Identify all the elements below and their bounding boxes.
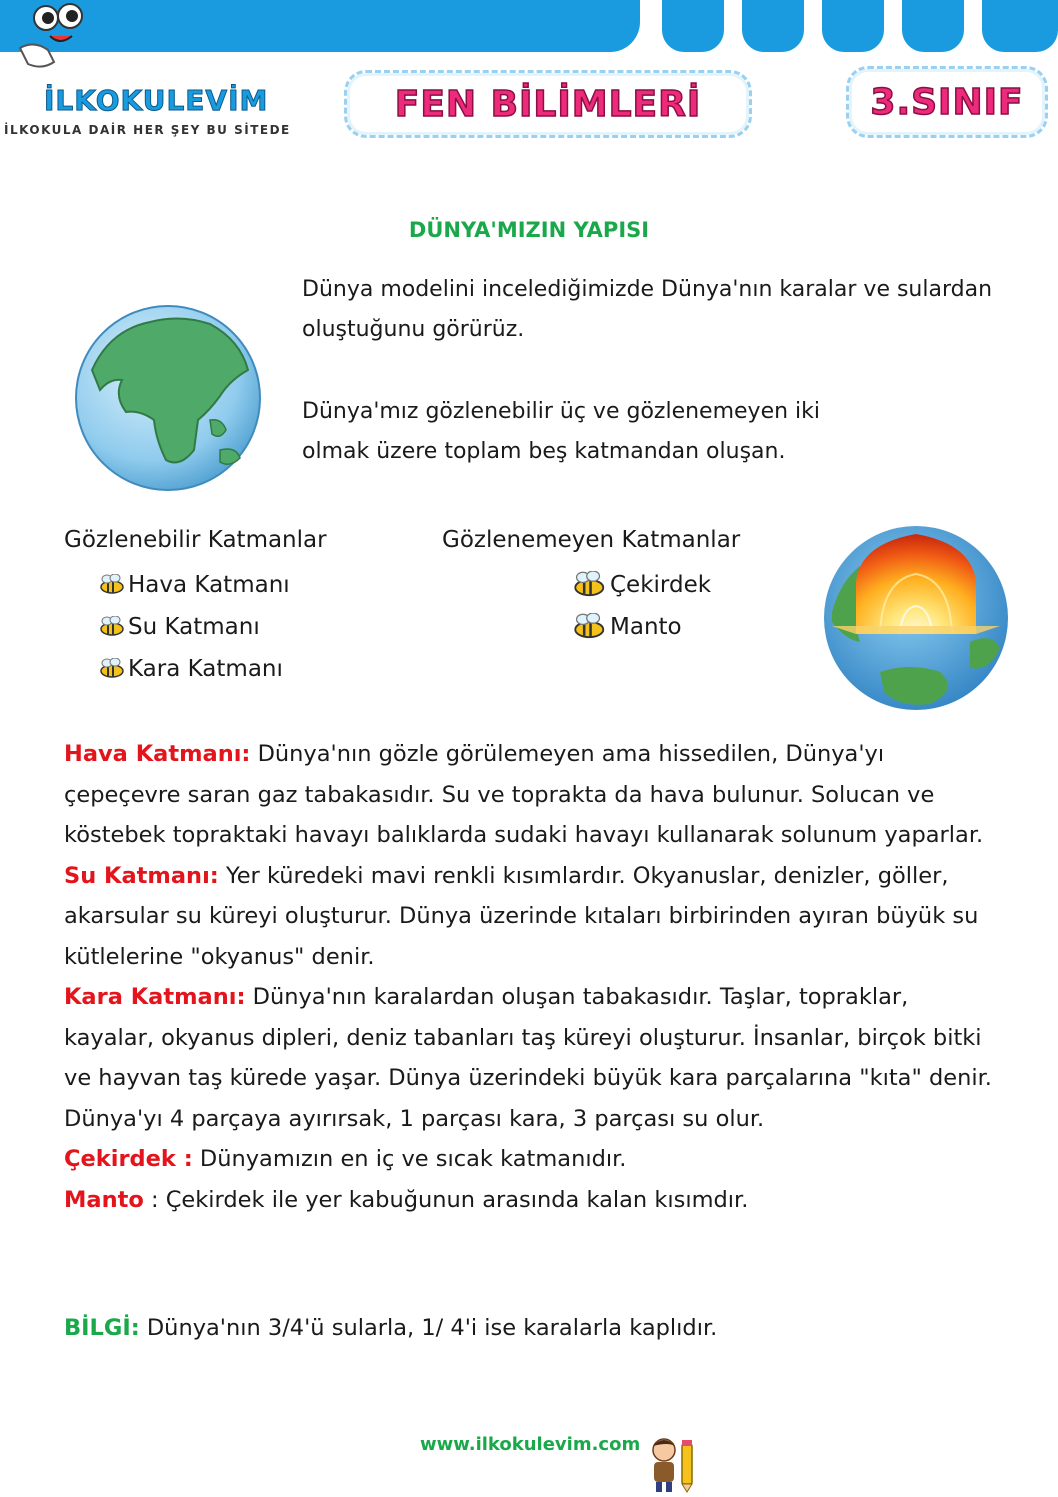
header-tab [982,0,1058,52]
grade-label: 3.SINIF [870,81,1024,123]
info-label: BİLGİ: [64,1315,140,1341]
intro-section [302,270,1002,472]
definition-label: Çekirdek : [64,1146,193,1172]
kid-mascot-icon [644,1436,700,1494]
subject-label: FEN BİLİMLERİ [394,83,702,125]
definition-text: Yer küredeki mavi renkli kısımlardır. Okyanuslar, denizler, göller, akarsular su küreyi oluşturur. Dünya üzerinde kıtaları birbirinden ayıran büyük su kütlelerine "okyanus" denir. [64,862,979,970]
definitions-section [64,734,1004,1220]
earth-layers-icon [820,522,1012,714]
unobservable-heading: Gözlenemeyen Katmanlar [442,527,741,553]
grade-badge [846,66,1048,138]
observable-list [96,564,290,690]
logo-title[interactable]: İLKOKULEVİM [44,84,269,117]
definition-label: Manto [64,1186,144,1213]
observable-item-su: Su Katmanı [128,614,260,640]
definition-label: Su Katmanı: [64,862,219,889]
definition-label: Kara Katmanı: [64,984,246,1010]
unobservable-item-cekirdek: Çekirdek [610,572,712,598]
subject-badge [344,70,752,138]
header-tab [822,0,884,52]
definition-label: Hava Katmanı: [64,741,251,767]
definition-kara [64,977,1004,1139]
header-tab [902,0,964,52]
observable-item-kara: Kara Katmanı [128,656,283,682]
info-text: Dünya'nın 3/4'ü sularla, 1/ 4'i ise karalarla kaplıdır. [139,1315,718,1341]
bee-icon [96,616,126,638]
bee-icon [96,574,126,596]
definition-text: : Çekirdek ile yer kabuğunun arasında kalan kısımdır. [143,1186,749,1213]
list-item [96,564,290,606]
definition-text: Dünya'nın gözle görülemeyen ama hissedilen, Dünya'yı çepeçevre saran gaz tabakasıdır. Su ve toprakta da hava bulunur. Solucan ve köstebek topraktaki havayı balıklarda sudaki havayı kullanarak solunum yaparlar. [64,741,984,848]
bee-icon [96,658,126,680]
unobservable-list [568,564,711,648]
unobservable-item-manto: Manto [610,614,682,640]
list-item [568,564,711,606]
bee-icon [568,571,608,599]
mascot-icon [14,0,104,80]
observable-item-hava: Hava Katmanı [128,572,290,598]
list-item [96,606,290,648]
page-title: DÜNYA'MIZIN YAPISI [408,218,650,242]
header-tab [662,0,724,52]
info-note [64,1308,717,1348]
list-item [568,606,711,648]
bee-icon [568,613,608,641]
header-tab [742,0,804,52]
list-item [96,648,290,690]
logo-tagline: İLKOKULA DAİR HER ŞEY BU SİTEDE [4,123,291,137]
definition-manto [64,1180,1004,1221]
definition-su [64,856,1004,978]
definition-cekirdek [64,1139,1004,1180]
definition-text: Dünyamızın en iç ve sıcak katmanıdır. [192,1146,627,1172]
intro-paragraph-2: Dünya'mız gözlenebilir üç ve gözlenemeyen iki olmak üzere toplam beş katmandan oluşan. [302,399,820,464]
earth-globe-icon [70,300,266,496]
footer-site-link[interactable]: www.ilkokulevim.com [420,1434,641,1455]
definition-text: Dünya'nın karalardan oluşan tabakasıdır. Taşlar, topraklar, kayalar, okyanus dipleri, deniz tabanları taş küreyi oluşturur. İnsanlar, birçok bitki ve hayvan taş kürede yaşar. Dünya üzerindeki büyük kara parçalarına "kıta" denir. Dünya'yı 4 parçaya ayırırsak, 1 parçası kara, 3 parçası su olur. [64,984,992,1132]
definition-hava [64,734,1004,856]
observable-heading: Gözlenebilir Katmanlar [64,527,327,553]
intro-paragraph-1: Dünya modelini incelediğimizde Dünya'nın karalar ve sulardan oluştuğunu görürüz. [302,277,993,342]
